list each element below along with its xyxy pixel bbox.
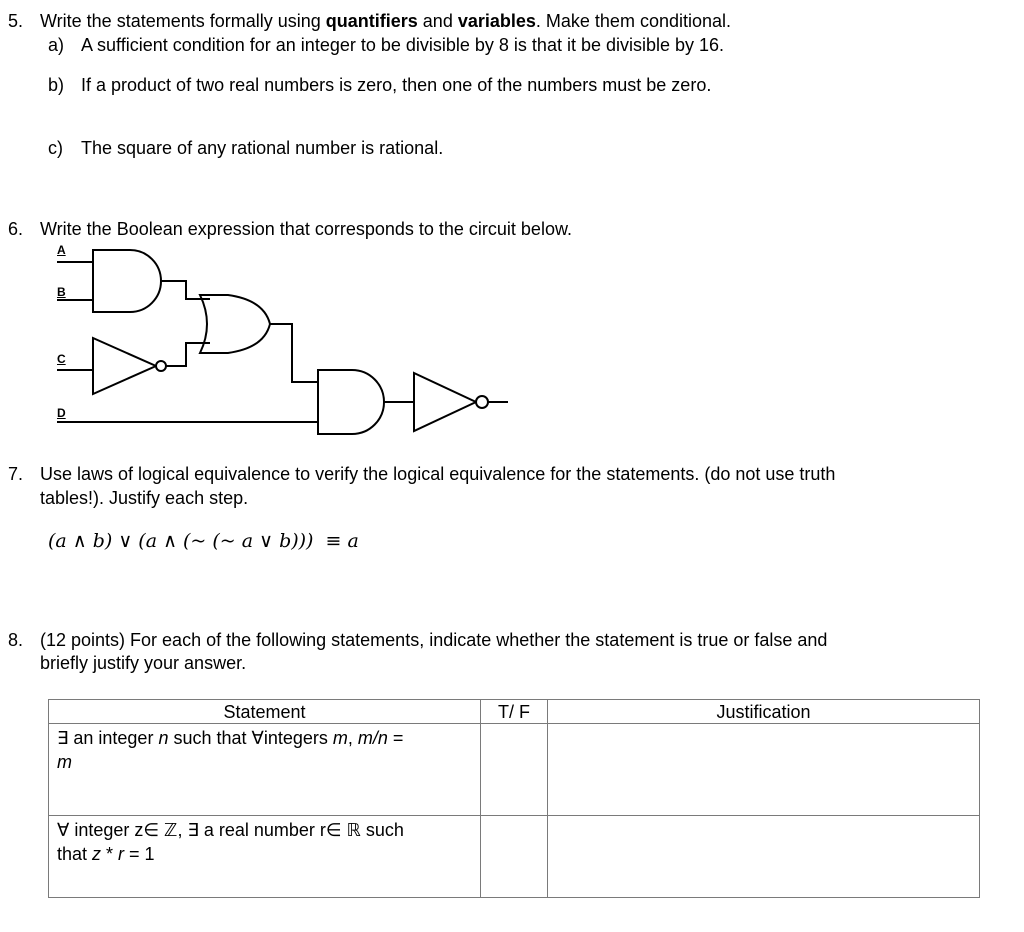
variable: n xyxy=(158,728,169,748)
header-justification: Justification xyxy=(548,700,980,724)
not-bubble-final xyxy=(476,396,488,408)
q7-number: 7. xyxy=(8,464,24,484)
input-label-c: C xyxy=(57,352,66,366)
header-statement: Statement xyxy=(49,700,481,724)
not-bubble-c xyxy=(156,361,166,371)
q5-number: 5. xyxy=(8,11,24,31)
variable: m xyxy=(332,728,348,748)
q5-stem-pre: Write the statements formally using xyxy=(40,11,326,31)
q8-number: 8. xyxy=(8,630,24,650)
text: a real number r xyxy=(198,820,326,840)
not-gate-final xyxy=(414,373,476,431)
table-header-row xyxy=(49,700,980,724)
q5-stem-bold-variables: variables xyxy=(457,11,536,31)
and-gate-final xyxy=(318,370,384,434)
justification-cell[interactable] xyxy=(548,724,980,816)
and-gate-ab xyxy=(93,250,161,312)
q5b-label: b) xyxy=(48,75,65,95)
tf-answer-cell[interactable] xyxy=(481,816,548,898)
input-label-d: D xyxy=(57,406,66,420)
variable: m/n xyxy=(357,728,388,748)
justification-cell[interactable] xyxy=(548,816,980,898)
table-row xyxy=(49,724,980,816)
forall-symbol: ∀ xyxy=(251,728,264,748)
q6-number: 6. xyxy=(8,219,24,239)
q5b-text: If a product of two real numbers is zero, then one of the numbers must be zero. xyxy=(81,75,712,95)
exists-symbol: ∃ xyxy=(187,820,199,840)
q5-stem xyxy=(40,10,731,32)
text: = xyxy=(387,728,404,748)
variable: m xyxy=(57,752,72,772)
wire-notc-to-or xyxy=(166,343,210,366)
q8-line2: briefly justify your answer. xyxy=(40,653,247,673)
text: , xyxy=(347,728,358,748)
not-gate-c xyxy=(93,338,156,394)
text: integers xyxy=(263,728,333,748)
statement-cell xyxy=(49,724,481,816)
input-label-a: A xyxy=(57,243,66,257)
set-symbol: ∈ ℝ xyxy=(325,820,361,840)
variable: z xyxy=(92,844,102,864)
wire-and1-to-or xyxy=(161,281,210,299)
text: integer z xyxy=(69,820,144,840)
table-row xyxy=(49,816,980,898)
q5c-text: The square of any rational number is rational. xyxy=(81,138,444,158)
q5-stem-bold-quantifiers: quantifiers xyxy=(325,11,418,31)
input-label-b: B xyxy=(57,285,66,299)
tf-answer-cell[interactable] xyxy=(481,724,548,816)
q5-stem-mid: and xyxy=(417,11,458,31)
exists-symbol: ∃ xyxy=(57,728,69,748)
set-symbol: ∈ ℤ xyxy=(143,820,178,840)
or-gate xyxy=(200,295,270,353)
q5a-text: A sufficient condition for an integer to be divisible by 8 is that it be divisible by 16. xyxy=(81,35,725,55)
text: that xyxy=(57,844,93,864)
wire-or-to-and2 xyxy=(270,324,318,382)
header-tf: T/ F xyxy=(481,700,548,724)
text: such that xyxy=(168,728,252,748)
text: , xyxy=(177,820,188,840)
q5c-label: c) xyxy=(48,138,63,158)
q7-formula: (a ∧ b) ∨ (a ∧ (~ (~ a ∨ b))) ≡ a xyxy=(48,530,359,552)
statement-cell xyxy=(49,816,481,898)
true-false-table xyxy=(48,699,980,898)
text: such xyxy=(360,820,404,840)
q7-line1: Use laws of logical equivalence to verify the logical equivalence for the statements. (do not use truth xyxy=(40,464,836,484)
q5a-label: a) xyxy=(48,35,65,55)
q6-text: Write the Boolean expression that corresponds to the circuit below. xyxy=(40,219,572,239)
forall-symbol: ∀ xyxy=(57,820,70,840)
q7-line2: tables!). Justify each step. xyxy=(40,488,249,508)
text: = 1 xyxy=(124,844,155,864)
variable: r xyxy=(118,844,125,864)
text: * xyxy=(101,844,119,864)
text: an integer xyxy=(68,728,159,748)
q8-line1: (12 points) For each of the following statements, indicate whether the statement is true or false and xyxy=(40,630,828,650)
q5-stem-post: . Make them conditional. xyxy=(535,11,732,31)
